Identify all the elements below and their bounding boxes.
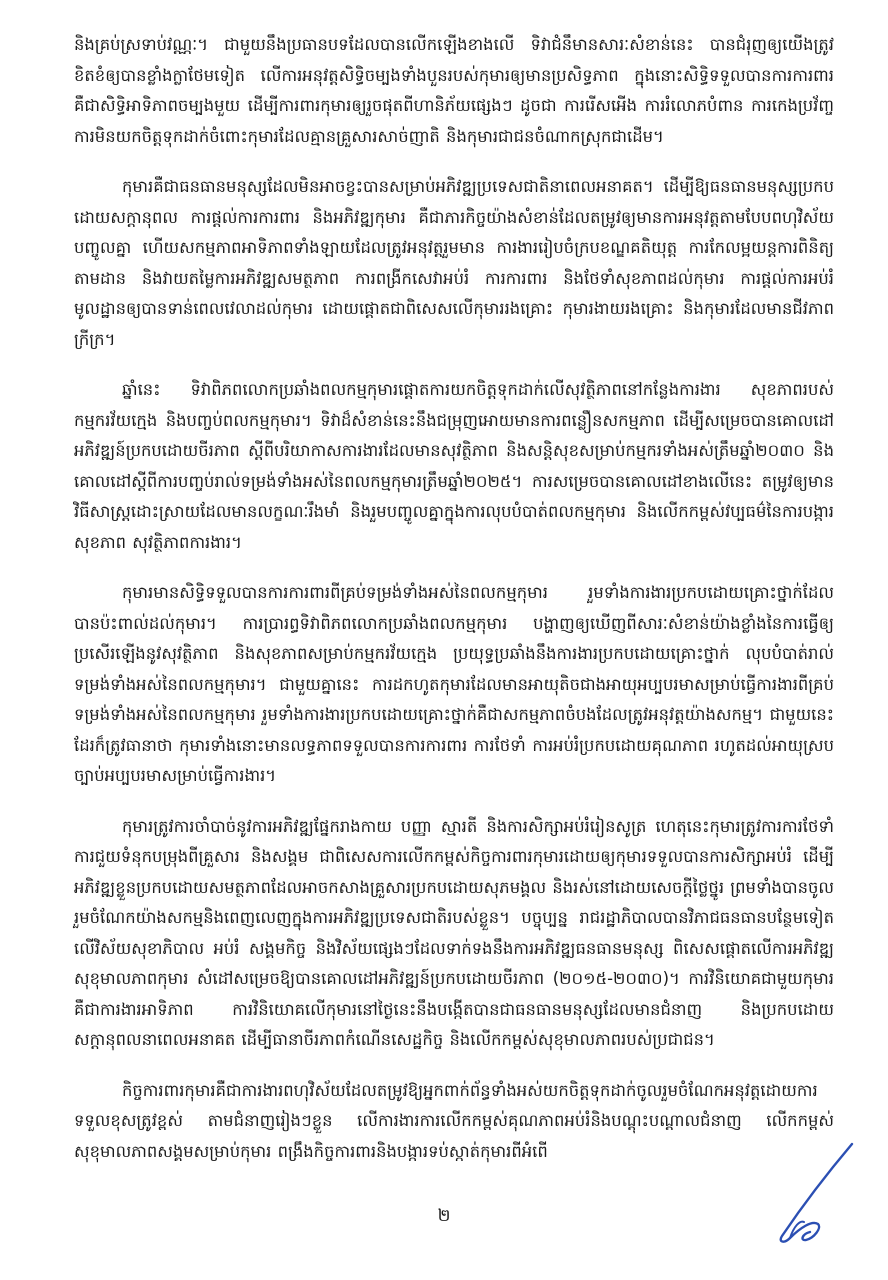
paragraph-1: និងគ្រប់ស្រទាប់វណ្ណៈ។ ជាមួយនឹងប្រធានបទដែលបានលើកឡើងខាងលើ ទិវាជំនឹមានសារៈសំខាន់នេះ បានជំរុញឲ្យយើងត្រូវខិតខំឲ្យបានខ្លាំងក្លាថែមទៀត លើការអនុវត្តសិទ្ធិចម្បងទាំងបួនរបស់កុមារឲ្យមានប្រសិទ្ធភាព ក្នុងនោះសិទ្ធិទទួលបានការការពារគឺជាសិទ្ធិអាទិភាពចម្បងមួយ ដើម្បីការពារកុមារឲ្យរួចផុតពីហានិភ័យផ្សេងៗ ដូចជា ការរើសអើង ការរំលោភបំពាន ការកេងប្រវ័ញ្ច ការមិនយកចិត្តទុកដាក់ចំពោះកុមារដែលគ្មានគ្រួសារសាច់ញាតិ និងកុមារជាជនចំណាកស្រុកជាដើម។ — [74, 35, 834, 146]
page-number: ២ — [437, 1206, 451, 1226]
paragraph-6: កិច្ចការពារកុមារគឺជាការងារពហុវិស័យដែលតម្រូវឱ្យអ្នកពាក់ព័ន្ធទាំងអស់យកចិត្តទុកដាក់ចូលរួមចំណែកអនុវត្តដោយការទទួលខុសត្រូវខ្ពស់ តាមជំនាញរៀងៗខ្លួន លើការងារការលើកកម្ពស់គុណភាពអប់រំនិងបណ្តុះបណ្តាលជំនាញ លើកកម្ពស់សុខុមាលភាពសង្គមសម្រាប់កុមារ ពង្រឹងកិច្ចការពារនិងបង្ការទប់ស្កាត់កុមារពីអំពើ — [74, 1080, 834, 1161]
signature-mark — [760, 1140, 860, 1250]
paragraph-3: ឆ្នាំនេះ ទិវាពិភពលោកប្រឆាំងពលកម្មកុមារផ្តោតការយកចិត្តទុកដាក់លើសុវត្ថិភាពនៅកន្លែងការងារ សុខភាពរបស់កម្មករវ័យក្មេង និងបញ្ចប់ពលកម្មកុមារ។ ទិវាដ៏សំខាន់នេះនឹងជម្រុញអោយមានការពន្លឿនសកម្មភាព ដើម្បីសម្រេចបានគោលដៅអភិវឌ្ឍន៍ប្រកបដោយចីរភាព ស្តីពីបរិយាកាសការងារដែលមានសុវត្ថិភាព និងសន្តិសុខសម្រាប់កម្មករទាំងអស់ត្រឹមឆ្នាំ២០៣០ និងគោលដៅស្តីពីការបញ្ចប់រាល់ទម្រង់ទាំងអស់នៃពលកម្មកុមារត្រឹមឆ្នាំ២០២៥។ ការសម្រេចបានគោលដៅខាងលើនេះ តម្រូវឲ្យមានវិធីសាស្ត្រដោះស្រាយដែលមានលក្ខណៈរឹងមាំ និងរួមបញ្ចូលគ្នាក្នុងការលុបបំបាត់ពលកម្មកុមារ និងលើកកម្ពស់វប្បធម៌នៃការបង្ការសុខភាព សុវត្ថិភាពការងារ។ — [74, 380, 834, 552]
document-body — [74, 30, 834, 1187]
paragraph-4: កុមារមានសិទ្ធិទទួលបានការការពារពីគ្រប់ទម្រង់ទាំងអស់នៃពលកម្មកុមារ រួមទាំងការងារប្រកបដោយគ្រោះថ្នាក់ដែលបានប៉ះពាល់ដល់កុមារ។ ការប្រារព្ធទិវាពិភពលោកប្រឆាំងពលកម្មកុមារ បង្ហាញឲ្យឃើញពីសារៈសំខាន់យ៉ាងខ្លាំងនៃការធ្វើឲ្យប្រសើរឡើងនូវសុវត្ថិភាព និងសុខភាពសម្រាប់កម្មករវ័យក្មេង ប្រយុទ្ធប្រឆាំងនឹងការងារប្រកបដោយគ្រោះថ្នាក់ លុបបំបាត់រាល់ទម្រង់ទាំងអស់នៃពលកម្មកុមារ។ ជាមួយគ្នានេះ ការដកហូតកុមារដែលមានអាយុតិចជាងអាយុអប្បបរមាសម្រាប់ធ្វើការងារពីគ្រប់ទម្រង់ទាំងអស់នៃពលកម្មកុមារ រួមទាំងការងារប្រកបដោយគ្រោះថ្នាក់គឺជាសកម្មភាពចំបងដែលត្រូវអនុវត្តយ៉ាងសកម្ម។ ជាមួយនេះដែរក៏ត្រូវធានាថា កុមារទាំងនោះមានលទ្ធភាពទទួលបានការការពារ ការថែទាំ ការអប់រំប្រកបដោយគុណភាព រហូតដល់អាយុស្របច្បាប់អប្បបរមាសម្រាប់ធ្វើការងារ។ — [74, 583, 834, 785]
paragraph-2: កុមារគឺជាធនធានមនុស្សដែលមិនអាចខ្វះបានសម្រាប់អភិវឌ្ឍប្រទេសជាតិនាពេលអនាគត។ ដើម្បីឱ្យធនធានមនុស្សប្រកបដោយសក្តានុពល ការផ្តល់ការការពារ និងអភិវឌ្ឍកុមារ គឺជាភារកិច្ចយ៉ាងសំខាន់ដែលតម្រូវឲ្យមានការអនុវត្តតាមបែបពហុវិស័យបញ្ចូលគ្នា ហើយសកម្មភាពអាទិភាពទាំងឡាយដែលត្រូវអនុវត្តរួមមាន ការងាររៀបចំក្របខណ្ឌគតិយុត្ត ការកែលម្អយន្តការពិនិត្យតាមដាន និងវាយតម្លៃការអភិវឌ្ឍសមត្ថភាព ការពង្រីកសេវាអប់រំ ការការពារ និងថែទាំសុខភាពដល់កុមារ ការផ្តល់ការអប់រំមូលដ្ឋានឲ្យបានទាន់ពេលវេលាដល់កុមារ ដោយផ្តោតជាពិសេសលើកុមាររងគ្រោះ កុមារងាយរងគ្រោះ និងកុមារដែលមានជីវភាពក្រីក្រ។ — [74, 177, 834, 349]
paragraph-5: កុមារត្រូវការចាំបាច់នូវការអភិវឌ្ឍផ្នែករាងកាយ បញ្ញា ស្មារតី និងការសិក្សាអប់រំរៀនសូត្រ ហេតុនេះកុមារត្រូវការការថែទាំ ការជួយទំនុកបម្រុងពីគ្រួសារ និងសង្គម ជាពិសេសការលើកកម្ពស់កិច្ចការពារកុមារដោយឲ្យកុមារទទួលបានការសិក្សាអប់រំ ដើម្បីអភិវឌ្ឍខ្លួនប្រកបដោយសមត្ថភាពដែលអាចកសាងគ្រួសារប្រកបដោយសុភមង្គល និងរស់នៅដោយសេចក្តីថ្លៃថ្នូរ ព្រមទាំងបានចូលរួមចំណែកយ៉ាងសកម្មនិងពេញលេញក្នុងការអភិវឌ្ឍប្រទេសជាតិរបស់ខ្លួន។ បច្ចុប្បន្ន រាជរដ្ឋាភិបាលបានវិភាជធនធានបន្ថែមទៀត លើវិស័យសុខាភិបាល អប់រំ សង្គមកិច្ច និងវិស័យផ្សេងៗដែលទាក់ទងនឹងការអភិវឌ្ឍធនធានមនុស្ស ពិសេសផ្តោតលើការអភិវឌ្ឍសុខុមាលភាពកុមារ សំដៅសម្រេចឱ្យបានគោលដៅអភិវឌ្ឍន៍ប្រកបដោយចីរភាព (២០១៥-២០៣០)។ ការវិនិយោគជាមួយកុមារគឺជាការងារអាទិភាព ការវិនិយោគលើកុមារនៅថ្ងៃនេះនឹងបង្កើតបានជាធនធានមនុស្សដែលមានជំនាញ និងប្រកបដោយសក្តានុពលនាពេលអនាគត ដើម្បីធានាចីរភាពកំណើនសេដ្ឋកិច្ច និងលើកកម្ពស់សុខុមាលភាពរបស់ប្រជាជន។ — [74, 816, 834, 1049]
